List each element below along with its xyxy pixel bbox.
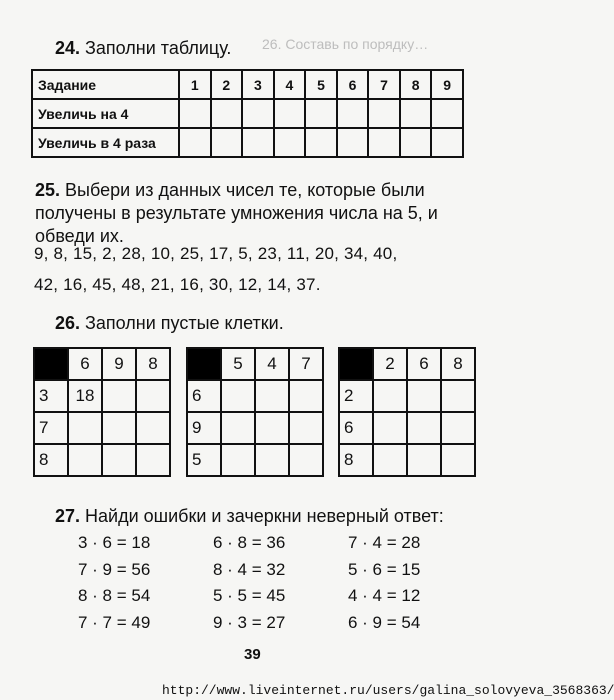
task27-heading <box>55 505 444 527</box>
answer-cell[interactable] <box>242 128 274 157</box>
multiplication-grid-2 <box>186 347 324 477</box>
grid-top-cell: 9 <box>102 348 136 380</box>
grid-empty-cell[interactable] <box>136 380 170 412</box>
answer-cell[interactable] <box>305 99 337 128</box>
task26-number: 26. <box>55 313 81 333</box>
grid-left-cell: 3 <box>34 380 68 412</box>
grid-top-cell: 5 <box>221 348 255 380</box>
grid-filled-cell: 18 <box>68 380 102 412</box>
multiplication-grid-3 <box>338 347 476 477</box>
multiplication-grid-1 <box>33 347 171 477</box>
grid-empty-cell[interactable] <box>373 412 407 444</box>
grid-top-cell: 8 <box>136 348 170 380</box>
grid-left-cell: 8 <box>34 444 68 476</box>
answer-cell[interactable] <box>274 128 306 157</box>
bleed-through-text: 26. Составь по порядку… <box>262 36 429 52</box>
equation[interactable]: 7 · 9 = 56 <box>78 560 151 579</box>
answer-cell[interactable] <box>274 99 306 128</box>
answer-cell[interactable] <box>305 128 337 157</box>
column-header: 1 <box>179 70 211 99</box>
answer-cell[interactable] <box>368 128 400 157</box>
grid-left-cell: 2 <box>339 380 373 412</box>
equation[interactable]: 5 · 5 = 45 <box>213 586 286 605</box>
grid-top-cell: 8 <box>441 348 475 380</box>
grid-empty-cell[interactable] <box>221 412 255 444</box>
equation[interactable]: 8 · 4 = 32 <box>213 560 286 579</box>
grid-empty-cell[interactable] <box>289 412 323 444</box>
grid-empty-cell[interactable] <box>407 412 441 444</box>
header-label: Задание <box>32 70 179 99</box>
answer-cell[interactable] <box>400 128 432 157</box>
column-header: 5 <box>305 70 337 99</box>
table-header-row <box>32 70 463 99</box>
source-url: http://www.liveinternet.ru/users/galina_solovyeva_3568363/ <box>162 683 614 698</box>
answer-cell[interactable] <box>368 99 400 128</box>
grid-top-cell: 7 <box>289 348 323 380</box>
column-header: 3 <box>242 70 274 99</box>
task24-table <box>31 69 464 158</box>
task25-line2: получены в результате умножения числа на 5, и <box>35 203 438 223</box>
task25-line1: Выбери из данных чисел те, которые были <box>65 180 425 200</box>
grid-left-cell: 6 <box>187 380 221 412</box>
grid-top-cell: 6 <box>68 348 102 380</box>
row-label-bold: в 4 раза <box>100 134 156 151</box>
task24-title: Заполни таблицу. <box>85 38 232 58</box>
grid-empty-cell[interactable] <box>102 380 136 412</box>
task25-text <box>35 179 475 248</box>
grid-left-cell: 7 <box>34 412 68 444</box>
task26-heading <box>55 312 284 334</box>
grid-empty-cell[interactable] <box>441 444 475 476</box>
page-number: 39 <box>244 646 261 663</box>
equation[interactable]: 3 · 6 = 18 <box>78 533 151 552</box>
grid-top-cell: 4 <box>255 348 289 380</box>
equation[interactable]: 4 · 4 = 12 <box>348 586 421 605</box>
equation[interactable]: 7 · 7 = 49 <box>78 613 151 632</box>
answer-cell[interactable] <box>211 99 243 128</box>
row-label-bold: на 4 <box>100 105 129 122</box>
task25-numbers-line2: 42, 16, 45, 48, 21, 16, 30, 12, 14, 37. <box>34 275 321 294</box>
task25-numbers-line1: 9, 8, 15, 2, 28, 10, 25, 17, 5, 23, 11, 20, 34, 40, <box>34 244 398 263</box>
answer-cell[interactable] <box>242 99 274 128</box>
equation[interactable]: 7 · 4 = 28 <box>348 533 421 552</box>
row-label-add-4 <box>32 99 179 128</box>
grid-empty-cell[interactable] <box>441 380 475 412</box>
answer-cell[interactable] <box>337 99 369 128</box>
answer-cell[interactable] <box>400 99 432 128</box>
task25-number: 25. <box>35 180 61 200</box>
grid-empty-cell[interactable] <box>289 380 323 412</box>
grid-left-cell: 9 <box>187 412 221 444</box>
task27-number: 27. <box>55 506 81 526</box>
row-label-prefix: Увеличь <box>38 134 97 151</box>
column-header: 8 <box>400 70 432 99</box>
equation[interactable]: 6 · 8 = 36 <box>213 533 286 552</box>
task25-line3: обведи их. <box>35 226 124 246</box>
row-label-times-4 <box>32 128 179 157</box>
grid-empty-cell[interactable] <box>255 380 289 412</box>
grid-empty-cell[interactable] <box>373 380 407 412</box>
grid-empty-cell[interactable] <box>407 380 441 412</box>
grid-empty-cell[interactable] <box>221 380 255 412</box>
column-header: 6 <box>337 70 369 99</box>
grid-top-cell: 2 <box>373 348 407 380</box>
task27-title: Найди ошибки и зачеркни неверный ответ: <box>85 506 444 526</box>
equation[interactable]: 6 · 9 = 54 <box>348 613 421 632</box>
task26-title: Заполни пустые клетки. <box>85 313 284 333</box>
grid-empty-cell[interactable] <box>68 412 102 444</box>
grid-left-cell: 8 <box>339 444 373 476</box>
answer-cell[interactable] <box>179 128 211 157</box>
answer-cell[interactable] <box>337 128 369 157</box>
answer-cell[interactable] <box>431 128 463 157</box>
grid-empty-cell[interactable] <box>221 444 255 476</box>
equation[interactable]: 5 · 6 = 15 <box>348 560 421 579</box>
grid-empty-cell[interactable] <box>136 412 170 444</box>
column-header: 7 <box>368 70 400 99</box>
answer-cell[interactable] <box>179 99 211 128</box>
grid-empty-cell[interactable] <box>102 412 136 444</box>
grid-empty-cell[interactable] <box>68 444 102 476</box>
grid-empty-cell[interactable] <box>407 444 441 476</box>
grid-empty-cell[interactable] <box>255 444 289 476</box>
grid-empty-cell[interactable] <box>136 444 170 476</box>
answer-cell[interactable] <box>211 128 243 157</box>
equation[interactable]: 8 · 8 = 54 <box>78 586 151 605</box>
table-row <box>32 128 463 157</box>
task24-number: 24. <box>55 38 81 58</box>
task24-heading <box>55 37 231 59</box>
grid-empty-cell[interactable] <box>373 444 407 476</box>
column-header: 4 <box>274 70 306 99</box>
row-label-prefix: Увеличь <box>38 105 97 122</box>
grid-empty-cell[interactable] <box>289 444 323 476</box>
column-header: 9 <box>431 70 463 99</box>
grid-empty-cell[interactable] <box>255 412 289 444</box>
corner-cell <box>339 348 373 380</box>
grid-left-cell: 5 <box>187 444 221 476</box>
grid-top-cell: 6 <box>407 348 441 380</box>
grid-left-cell: 6 <box>339 412 373 444</box>
grid-empty-cell[interactable] <box>441 412 475 444</box>
answer-cell[interactable] <box>431 99 463 128</box>
table-row <box>32 99 463 128</box>
corner-cell <box>34 348 68 380</box>
grid-empty-cell[interactable] <box>102 444 136 476</box>
corner-cell <box>187 348 221 380</box>
equation[interactable]: 9 · 3 = 27 <box>213 613 286 632</box>
column-header: 2 <box>211 70 243 99</box>
